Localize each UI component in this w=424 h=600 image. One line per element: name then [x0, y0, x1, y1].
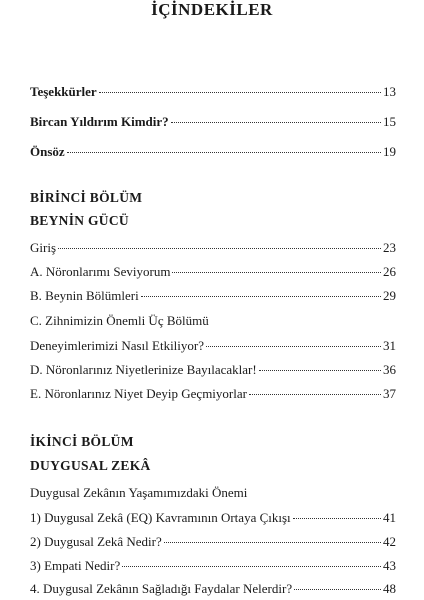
leader-dots: [58, 247, 381, 249]
leader-dots: [294, 588, 381, 590]
toc-entry-4[interactable]: [30, 581, 396, 597]
leader-dots: [293, 517, 381, 519]
toc-entry-label: Önsöz: [30, 144, 65, 159]
leader-dots: [259, 369, 381, 371]
toc-entry-kimdir[interactable]: [30, 114, 396, 130]
toc-entry-label: D. Nöronlarınız Niyetlerinize Bayılacaklar!: [30, 362, 257, 377]
toc-entry-label: A. Nöronlarımı Seviyorum: [30, 264, 171, 279]
toc-entry-label: 1) Duygusal Zekâ (EQ) Kavramının Ortaya Çıkışı: [30, 510, 291, 525]
toc-entry-page: 31: [383, 338, 396, 353]
toc-entry-a[interactable]: [30, 264, 396, 280]
leader-dots: [122, 565, 381, 567]
toc-entry-tesekkurler[interactable]: [30, 84, 396, 100]
section-subheading-part2: DUYGUSAL ZEKÂ: [30, 458, 151, 473]
section-heading-part2: İKİNCİ BÖLÜM: [30, 434, 134, 449]
toc-entry-page: 26: [383, 264, 396, 279]
leader-dots: [164, 541, 381, 543]
toc-entry-c[interactable]: [30, 338, 396, 354]
toc-entry-page: 29: [383, 288, 396, 303]
toc-entry-d[interactable]: [30, 362, 396, 378]
toc-entry-label: Teşekkürler: [30, 84, 97, 99]
leader-dots: [67, 151, 381, 153]
toc-intro-line[interactable]: Duygusal Zekânın Yaşamımızdaki Önemi: [30, 485, 248, 500]
toc-entry-3[interactable]: [30, 558, 396, 574]
toc-entry-giris[interactable]: [30, 240, 396, 256]
section-subheading-part1: BEYNİN GÜCÜ: [30, 213, 129, 228]
toc-entry-e[interactable]: [30, 386, 396, 402]
toc-entry-page: 19: [383, 144, 396, 159]
leader-dots: [99, 91, 381, 93]
toc-entry-page: 43: [383, 558, 396, 573]
toc-entry-page: 42: [383, 534, 396, 549]
page-title: İÇİNDEKİLER: [151, 0, 273, 19]
toc-entry-1[interactable]: [30, 510, 396, 526]
toc-entry-label: Deneyimlerimizi Nasıl Etkiliyor?: [30, 338, 205, 353]
toc-entry-label: 4. Duygusal Zekânın Sağladığı Faydalar Nelerdir?: [30, 581, 293, 596]
toc-entry-label: Bircan Yıldırım Kimdir?: [30, 114, 169, 129]
leader-dots: [171, 121, 381, 123]
toc-entry-label: Giriş: [30, 240, 56, 255]
toc-entry-page: 41: [383, 510, 396, 525]
leader-dots: [172, 271, 381, 273]
toc-entry-2[interactable]: [30, 534, 396, 550]
toc-entry-page: 37: [383, 386, 396, 401]
toc-entry-label: 3) Empati Nedir?: [30, 558, 121, 573]
toc-entry-page: 15: [383, 114, 396, 129]
toc-entry-label: B. Beynin Bölümleri: [30, 288, 139, 303]
toc-entry-label: E. Nöronlarınız Niyet Deyip Geçmiyorlar: [30, 386, 247, 401]
leader-dots: [249, 393, 381, 395]
leader-dots: [141, 295, 381, 297]
toc-entry-page: 48: [383, 581, 396, 596]
toc-entry-c-line1[interactable]: C. Zihnimizin Önemli Üç Bölümü: [30, 313, 209, 328]
toc-entry-page: 36: [383, 362, 396, 377]
toc-entry-page: 23: [383, 240, 396, 255]
toc-entry-b[interactable]: [30, 288, 396, 304]
leader-dots: [206, 345, 381, 347]
toc-entry-onsoz[interactable]: [30, 144, 396, 160]
toc-entry-page: 13: [383, 84, 396, 99]
section-heading-part1: BİRİNCİ BÖLÜM: [30, 190, 143, 205]
toc-entry-label: 2) Duygusal Zekâ Nedir?: [30, 534, 162, 549]
